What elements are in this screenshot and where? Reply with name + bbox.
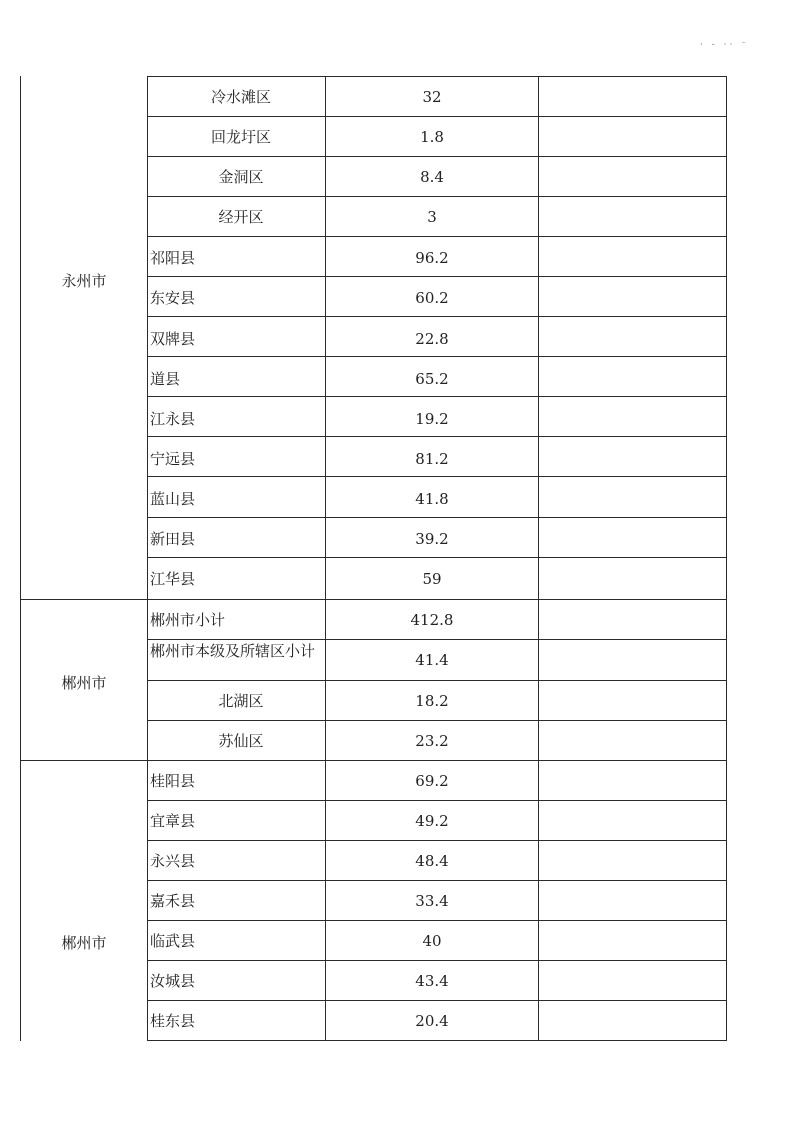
county-value: 39.2 [415, 530, 449, 548]
county-name: 汝城县 [150, 972, 196, 990]
district-value: 3 [427, 208, 437, 226]
county-value: 22.8 [415, 330, 449, 348]
county-name: 蓝山县 [150, 490, 196, 508]
bottom-border [147, 1040, 727, 1041]
district-value: 32 [422, 88, 442, 106]
county-value: 81.2 [415, 450, 449, 468]
city-label: 永州市 [61, 272, 107, 290]
row-divider [147, 680, 727, 681]
city-label: 郴州市 [61, 674, 107, 692]
district-name: 经开区 [218, 208, 264, 226]
row-divider [147, 356, 727, 357]
district-value: 8.4 [420, 168, 444, 186]
row-divider [147, 276, 727, 277]
county-name: 江永县 [150, 410, 196, 428]
row-divider [147, 396, 727, 397]
subtotal-value: 412.8 [410, 611, 454, 629]
subtotal-name: 郴州市本级及所辖区小计 [150, 642, 316, 660]
district-name: 北湖区 [218, 692, 264, 710]
county-value: 33.4 [415, 892, 449, 910]
district-name: 冷水滩区 [210, 88, 271, 106]
row-divider [147, 236, 727, 237]
row-divider [147, 880, 727, 881]
row-divider [147, 639, 727, 640]
group-divider [20, 599, 727, 600]
county-name: 新田县 [150, 530, 196, 548]
subtotal-name: 郴州市小计 [150, 611, 226, 629]
row-divider [147, 316, 727, 317]
row-divider [147, 920, 727, 921]
column-divider-remark [538, 76, 539, 1041]
county-value: 43.4 [415, 972, 449, 990]
row-divider [147, 1000, 727, 1001]
county-value: 65.2 [415, 370, 449, 388]
top-border [147, 76, 727, 77]
row-divider [147, 557, 727, 558]
district-value: 18.2 [415, 692, 449, 710]
right-border [726, 76, 727, 1041]
county-name: 道县 [150, 370, 181, 388]
city-label: 郴州市 [61, 934, 107, 952]
row-divider [147, 960, 727, 961]
county-name: 江华县 [150, 570, 196, 588]
district-value: 23.2 [415, 732, 449, 750]
county-value: 19.2 [415, 410, 449, 428]
row-divider [147, 116, 727, 117]
row-divider [147, 476, 727, 477]
row-divider [147, 196, 727, 197]
row-divider [147, 840, 727, 841]
county-value: 96.2 [415, 249, 449, 267]
row-divider [147, 517, 727, 518]
county-value: 48.4 [415, 852, 449, 870]
scan-marks: · ‐ ·· ⁻ [700, 40, 749, 50]
left-border [20, 76, 21, 1041]
county-name: 嘉禾县 [150, 892, 196, 910]
row-divider [147, 156, 727, 157]
county-name: 祁阳县 [150, 249, 196, 267]
county-value: 49.2 [415, 812, 449, 830]
county-name: 宁远县 [150, 450, 196, 468]
county-value: 69.2 [415, 772, 449, 790]
group-divider [20, 760, 727, 761]
county-name: 宜章县 [150, 812, 196, 830]
district-value: 1.8 [420, 128, 444, 146]
county-value: 40 [422, 932, 442, 950]
county-value: 60.2 [415, 289, 449, 307]
row-divider [147, 800, 727, 801]
county-name: 桂东县 [150, 1012, 196, 1030]
county-name: 临武县 [150, 932, 196, 950]
county-value: 59 [422, 570, 442, 588]
subtotal-value: 41.4 [415, 651, 449, 669]
county-name: 桂阳县 [150, 772, 196, 790]
county-name: 双牌县 [150, 330, 196, 348]
district-name: 苏仙区 [218, 732, 264, 750]
county-name: 永兴县 [150, 852, 196, 870]
district-name: 回龙圩区 [210, 128, 271, 146]
row-divider [147, 720, 727, 721]
district-name: 金洞区 [218, 168, 264, 186]
row-divider [147, 436, 727, 437]
county-value: 41.8 [415, 490, 449, 508]
county-value: 20.4 [415, 1012, 449, 1030]
county-name: 东安县 [150, 289, 196, 307]
